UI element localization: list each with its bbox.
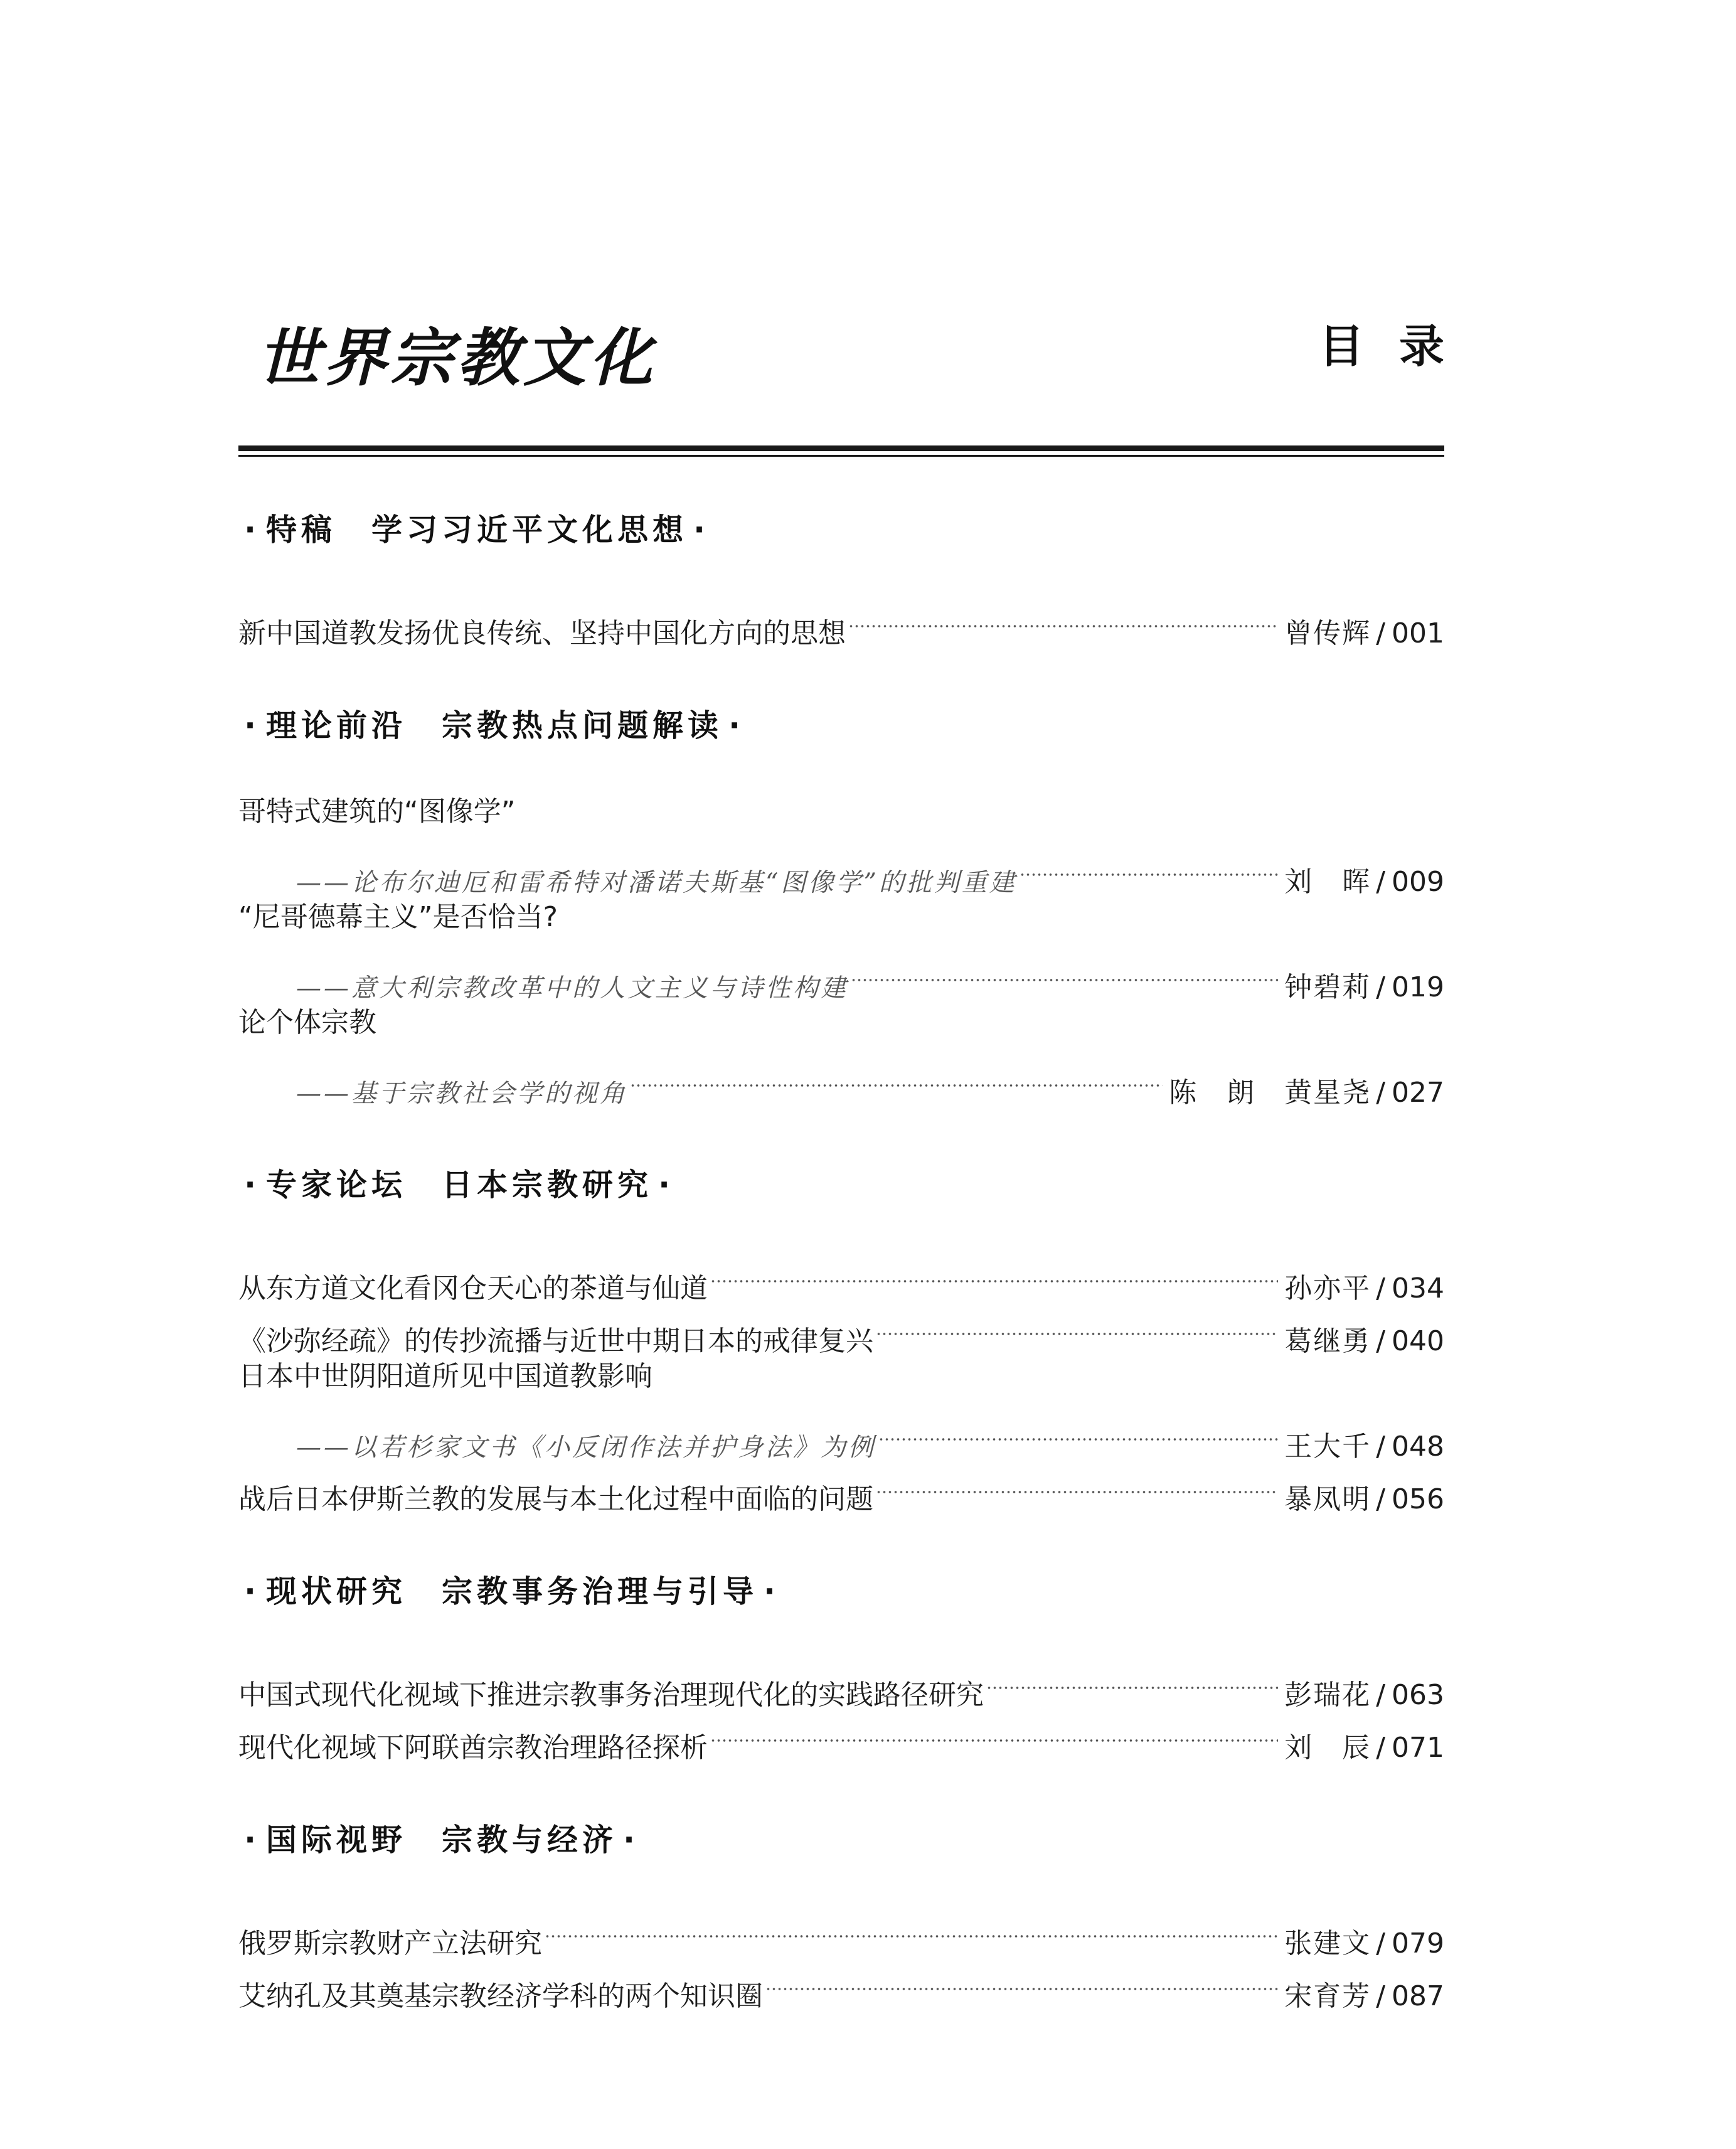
entry-page-number: 063 xyxy=(1392,1679,1444,1711)
header-rule xyxy=(238,445,1444,457)
entry-author-page xyxy=(1284,1262,1444,1315)
entry-title: “尼哥德幕主义”是否恰当? xyxy=(238,901,558,933)
page-separator: / xyxy=(1376,866,1387,898)
entry-page-number: 048 xyxy=(1392,1431,1444,1463)
entry-author-page xyxy=(1284,1421,1444,1473)
entry-author-page xyxy=(1284,1917,1444,1970)
entry-page-number: 009 xyxy=(1392,866,1444,898)
heading-bullet-left: · xyxy=(244,512,260,548)
heading-bullet-right: · xyxy=(623,1822,639,1858)
entry-author: 张建文 xyxy=(1284,1928,1371,1960)
entry-subtitle: ——论布尔迪厄和雷希特对潘诺夫斯基“图像学”的批判重建 xyxy=(296,868,1017,897)
heading-bullet-left: · xyxy=(244,1822,260,1858)
entry-author-page xyxy=(1284,961,1444,1014)
entry-title: 论个体宗教 xyxy=(238,1006,376,1038)
page-separator: / xyxy=(1376,1431,1387,1463)
entry-author-page xyxy=(1284,1722,1444,1774)
section-heading-text: 国际视野 宗教与经济 xyxy=(266,1822,618,1858)
entry-title-line xyxy=(238,1245,1444,1304)
toc-section xyxy=(238,698,1444,1109)
heading-bullet-right: · xyxy=(693,512,710,548)
toc-title: 目录 xyxy=(1318,320,1479,373)
entry-author: 宋育芳 xyxy=(1284,1980,1371,2012)
entry-page-number: 087 xyxy=(1392,1980,1444,2012)
dot-leader xyxy=(1020,838,1278,891)
page-header xyxy=(238,270,1479,458)
entry-title: 艾纳孔及其奠基宗教经济学科的两个知识圈 xyxy=(238,1980,763,2012)
entry-page-number: 056 xyxy=(1392,1483,1444,1515)
dot-leader xyxy=(986,1651,1278,1704)
entry-page-number: 040 xyxy=(1392,1325,1444,1357)
heading-bullet-right: · xyxy=(658,1167,674,1203)
entry-author: 陈 朗 黄星尧 xyxy=(1169,1077,1371,1109)
entry-author: 钟碧莉 xyxy=(1284,971,1371,1003)
heading-bullet-right: · xyxy=(764,1574,780,1609)
toc-entry[interactable] xyxy=(238,590,1444,649)
section-heading xyxy=(238,1157,1444,1213)
entry-author-page xyxy=(1284,1669,1444,1722)
page-separator: / xyxy=(1376,1272,1387,1304)
section-heading xyxy=(238,502,1444,558)
entry-title: 中国式现代化视域下推进宗教事务治理现代化的实践路径研究 xyxy=(238,1679,984,1711)
page-separator: / xyxy=(1376,617,1387,649)
entry-title: 新中国道教发扬优良传统、坚持中国化方向的思想 xyxy=(238,617,846,649)
entry-subtitle-line xyxy=(238,1403,1444,1463)
entry-title: 现代化视域下阿联酋宗教治理路径探析 xyxy=(238,1732,708,1764)
entry-author: 暴凤明 xyxy=(1284,1483,1371,1515)
entry-author: 刘 晖 xyxy=(1284,866,1371,898)
entry-author-page xyxy=(1169,1067,1444,1119)
toc-entry[interactable] xyxy=(238,786,1444,898)
entry-page-number: 001 xyxy=(1392,617,1444,649)
dot-leader xyxy=(710,1704,1278,1757)
entry-title: 俄罗斯宗教财产立法研究 xyxy=(238,1928,542,1960)
entry-author: 刘 辰 xyxy=(1284,1732,1371,1764)
section-heading xyxy=(238,1564,1444,1620)
dot-leader xyxy=(545,1900,1278,1953)
page-separator: / xyxy=(1376,1483,1387,1515)
heading-bullet-left: · xyxy=(244,1574,260,1609)
toc-section xyxy=(238,1157,1444,1515)
toc-entry[interactable] xyxy=(238,1651,1444,1711)
entry-subtitle-line xyxy=(238,944,1444,1003)
entry-author: 孙亦平 xyxy=(1284,1272,1371,1304)
entry-page-number: 034 xyxy=(1392,1272,1444,1304)
section-heading-text: 特稿 学习习近平文化思想 xyxy=(266,512,688,548)
entry-title-line xyxy=(238,1651,1444,1711)
dot-leader xyxy=(876,1298,1278,1350)
entry-author-page xyxy=(1284,856,1444,909)
entry-title-line xyxy=(238,1900,1444,1960)
page-separator: / xyxy=(1376,1928,1387,1960)
entry-page-number: 019 xyxy=(1392,971,1444,1003)
toc-sections xyxy=(238,502,1444,2061)
entry-author-page xyxy=(1284,1315,1444,1368)
toc-entry[interactable] xyxy=(238,1900,1444,1960)
entry-author-page xyxy=(1284,607,1444,660)
dot-leader xyxy=(876,1456,1278,1508)
toc-section xyxy=(238,1564,1444,1764)
entry-title: 《沙弥经疏》的传抄流播与近世中期日本的戒律复兴 xyxy=(238,1325,873,1357)
heading-bullet-right: · xyxy=(728,708,745,744)
section-heading-text: 现状研究 宗教事务治理与引导 xyxy=(266,1574,759,1609)
dot-leader xyxy=(630,1049,1163,1102)
entry-title: 哥特式建筑的“图像学” xyxy=(238,796,516,828)
entry-author: 彭瑞花 xyxy=(1284,1679,1371,1711)
journal-title: 世界宗教文化 xyxy=(257,321,656,395)
table-of-contents-page xyxy=(238,270,1479,2012)
toc-section xyxy=(238,1812,1444,2012)
section-heading xyxy=(238,698,1444,754)
page-separator: / xyxy=(1376,971,1387,1003)
entry-title-line xyxy=(238,786,1444,838)
entry-title: 日本中世阴阳道所见中国道教影响 xyxy=(238,1360,652,1392)
entry-subtitle-line xyxy=(238,1049,1444,1109)
entry-author: 葛继勇 xyxy=(1284,1325,1371,1357)
entry-author-page xyxy=(1284,1970,1444,2023)
dot-leader xyxy=(765,1953,1278,2005)
entry-page-number: 079 xyxy=(1392,1928,1444,1960)
page-separator: / xyxy=(1376,1732,1387,1764)
entry-author-page xyxy=(1284,1473,1444,1526)
entry-subtitle: ——以若杉家文书《小反闭作法并护身法》为例 xyxy=(296,1433,876,1462)
section-heading-text: 理论前沿 宗教热点问题解读 xyxy=(266,708,723,744)
entry-subtitle: ——基于宗教社会学的视角 xyxy=(296,1079,627,1108)
entry-title: 从东方道文化看冈仓天心的茶道与仙道 xyxy=(238,1272,708,1304)
heading-bullet-left: · xyxy=(244,708,260,744)
dot-leader xyxy=(710,1245,1278,1298)
dot-leader xyxy=(878,1403,1278,1456)
heading-bullet-left: · xyxy=(244,1167,260,1203)
entry-title: 战后日本伊斯兰教的发展与本土化过程中面临的问题 xyxy=(238,1483,873,1515)
entry-author: 王大千 xyxy=(1284,1431,1371,1463)
header-rule-thick xyxy=(238,445,1444,451)
entry-subtitle-line xyxy=(238,838,1444,898)
page-separator: / xyxy=(1376,1679,1387,1711)
entry-subtitle: ——意大利宗教改革中的人文主义与诗性构建 xyxy=(296,974,848,1003)
page-separator: / xyxy=(1376,1980,1387,2012)
toc-section xyxy=(238,502,1444,649)
dot-leader xyxy=(848,590,1278,643)
dot-leader xyxy=(851,944,1278,996)
entry-page-number: 071 xyxy=(1392,1732,1444,1764)
page-separator: / xyxy=(1376,1077,1387,1109)
entry-author: 曾传辉 xyxy=(1284,617,1371,649)
entry-page-number: 027 xyxy=(1392,1077,1444,1109)
page-separator: / xyxy=(1376,1325,1387,1357)
section-heading-text: 专家论坛 日本宗教研究 xyxy=(266,1167,653,1203)
header-rule-thin xyxy=(238,455,1444,457)
toc-entry[interactable] xyxy=(238,1245,1444,1304)
section-heading xyxy=(238,1812,1444,1869)
entry-title-line xyxy=(238,590,1444,649)
